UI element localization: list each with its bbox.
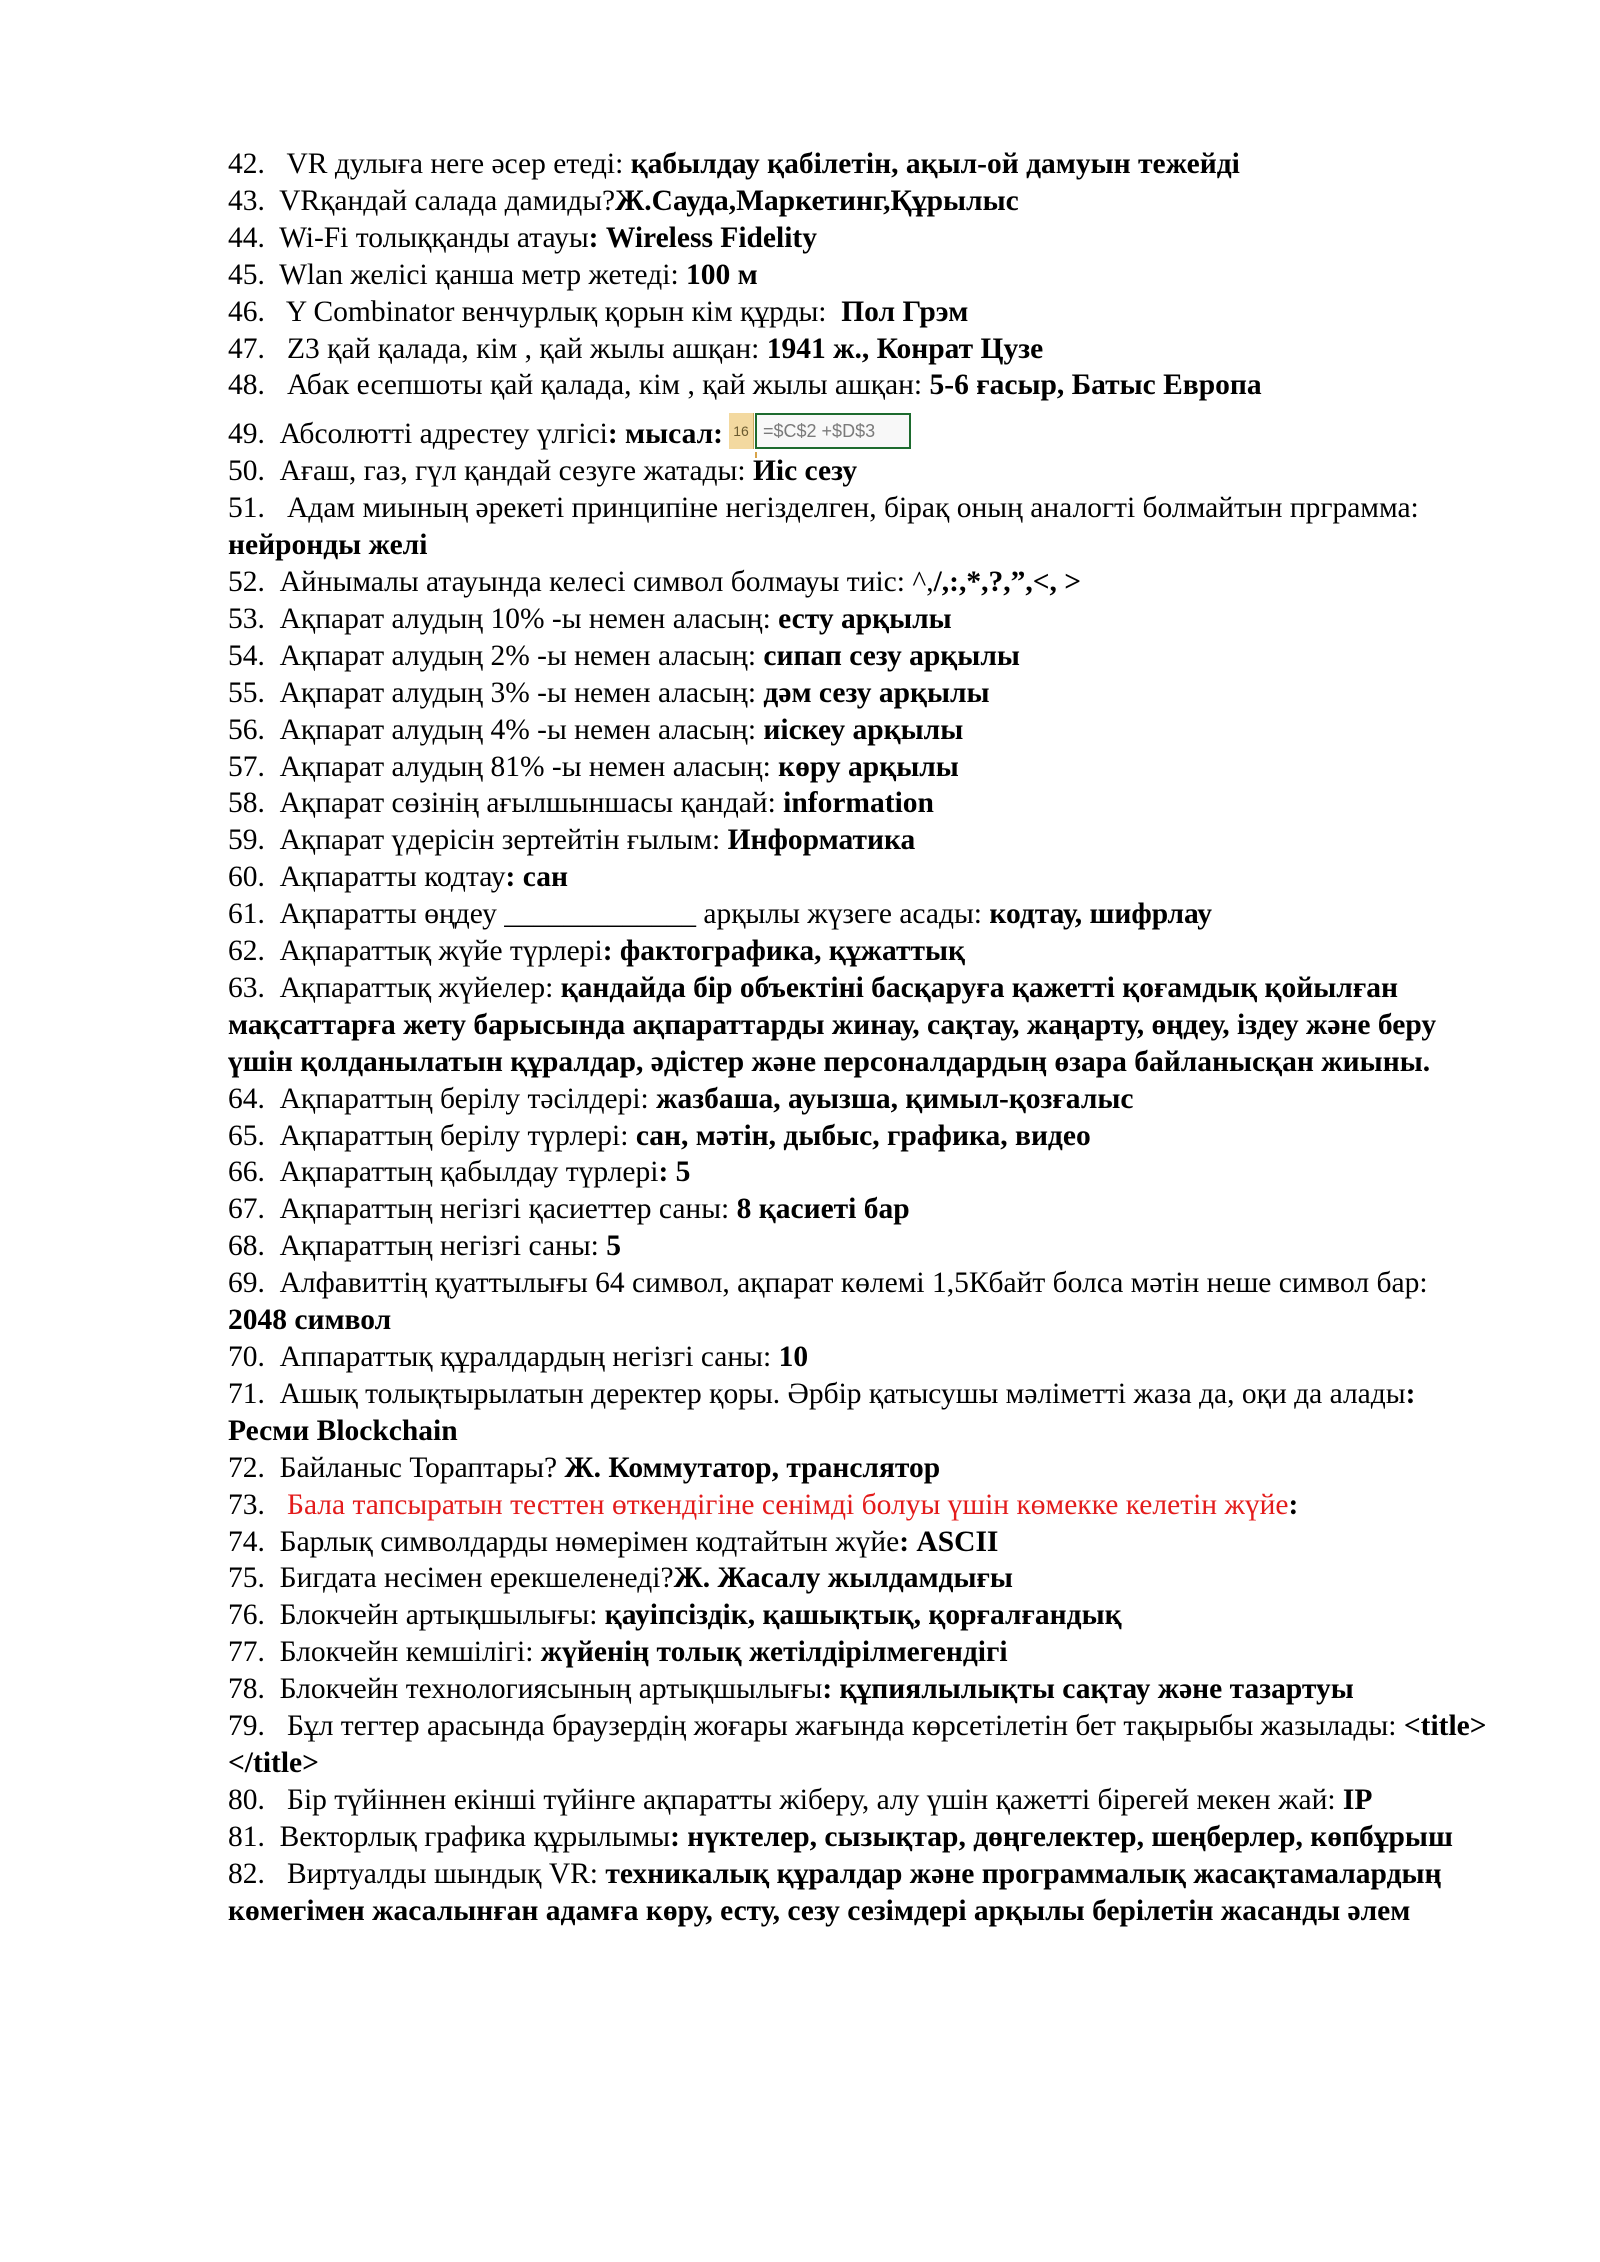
item-question: Алфавиттің қуаттылығы 64 символ, ақпарат көлемі 1,5Кбайт болса мәтін неше символ бар: (272, 1267, 1435, 1300)
item-answer: дәм сезу арқылы (763, 676, 990, 709)
item-question: Ақпараттың негізгі саны: (272, 1230, 607, 1263)
list-item (228, 294, 1488, 331)
item-number: 80. (228, 1783, 273, 1816)
list-item (228, 1560, 1488, 1597)
item-question: VRқандай салада дамиды? (272, 184, 616, 217)
list-item (228, 601, 1488, 638)
item-question: Векторлық графика құрылымы (272, 1820, 671, 1853)
list-item (228, 410, 1488, 453)
item-answer: : ASCII (899, 1525, 999, 1558)
item-number: 72. (228, 1451, 273, 1484)
item-answer: : мысал: (607, 418, 723, 451)
item-question: Бала тапсыратын тесттен өткендігіне сенімді болуы үшін көмекке келетін жүйе (272, 1488, 1289, 1521)
list-item (228, 1634, 1488, 1671)
item-question: Бигдата несімен ерекшеленеді? (272, 1562, 674, 1595)
list-item (228, 1265, 1488, 1339)
item-number: 64. (228, 1082, 273, 1115)
list-item (228, 1856, 1488, 1930)
item-question: Y Combinator венчурлық қорын кім құрды: (272, 295, 842, 328)
item-question: Ақпарат сөзінің ағылшыншасы қандай: (272, 787, 784, 820)
item-number: 71. (228, 1377, 273, 1410)
item-number: 74. (228, 1525, 273, 1558)
item-answer: сипап сезу арқылы (763, 639, 1020, 672)
list-item (228, 1487, 1488, 1524)
item-question: Ақпараттық жүйе түрлері (272, 935, 603, 968)
item-answer: : 5 (658, 1156, 691, 1189)
item-number: 75. (228, 1562, 273, 1595)
row-header: 16 (729, 413, 754, 449)
item-question: Ақпарат алудың 3% -ы немен аласың: (272, 676, 764, 709)
list-item (228, 146, 1488, 183)
item-number: 73. (228, 1488, 273, 1521)
list-item (228, 367, 1488, 404)
item-answer: нейронды желі (228, 529, 428, 562)
item-number: 48. (228, 369, 273, 402)
item-question: Адам миының әрекеті принципіне негізделген, бірақ оның аналогті болмайтын прграмма: (272, 492, 1427, 525)
item-number: 59. (228, 824, 273, 857)
item-answer: 10 (778, 1341, 809, 1373)
item-question: Wi-Fi толыққанды атауы (272, 221, 589, 254)
item-answer: : фактографика, құжаттық (602, 935, 966, 968)
item-question: Ақпарат алудың 10% -ы немен аласың: (272, 602, 779, 635)
list-item (228, 1708, 1488, 1782)
item-number: 68. (228, 1230, 273, 1263)
item-question: Ақпараттық жүйелер: (272, 971, 561, 1004)
item-number: 78. (228, 1673, 273, 1706)
list-item (228, 933, 1488, 970)
item-number: 46. (228, 295, 273, 328)
item-question: Ақпараттың қабылдау түрлері (272, 1156, 659, 1189)
item-number: 53. (228, 602, 273, 635)
item-number: 54. (228, 639, 273, 672)
item-question: Блокчейн кемшілігі: (272, 1636, 541, 1669)
list-item (228, 1597, 1488, 1634)
item-answer: қабылдау қабілетін, ақыл-ой дамуын тежейді (630, 148, 1240, 180)
item-question: Ақпараттың берілу тәсілдері: (272, 1082, 657, 1115)
list-item (228, 1339, 1488, 1376)
list-item (228, 1081, 1488, 1118)
item-number: 57. (228, 750, 273, 783)
list-item (228, 970, 1488, 1081)
item-number: 69. (228, 1267, 273, 1300)
item-answer: иіскеу арқылы (763, 713, 964, 746)
item-answer: 100 м (686, 258, 758, 291)
item-question: Байланыс Тораптары? (272, 1451, 565, 1484)
item-number: 61. (228, 898, 273, 931)
item-answer: жүйенің толық жетілдірілмегендігі (540, 1636, 1008, 1669)
spreadsheet-cell-image (729, 410, 913, 452)
item-number: 49. (228, 418, 273, 451)
item-answer: : (1288, 1488, 1299, 1521)
list-item (228, 257, 1488, 294)
item-answer: жазбаша, ауызша, қимыл-қозғалыс (656, 1082, 1134, 1115)
formula-cell: =$C$2 +$D$3 (755, 413, 911, 449)
item-number: 82. (228, 1857, 273, 1890)
item-number: 43. (228, 184, 273, 217)
item-question: Айнымалы атауында келесі символ болмауы тиіс: ^, (272, 565, 934, 598)
item-number: 76. (228, 1599, 273, 1632)
list-item (228, 712, 1488, 749)
list-item (228, 1191, 1488, 1228)
item-number: 55. (228, 676, 273, 709)
item-answer: қандайда бір объектіні басқаруға қажетті қоғамдық қойылған мақсаттарға жету барысында ақпараттарды жинау, сақтау, жаңарту, өңдеу, іздеу және беру үшін қолданылатын құралдар, әдістер және персоналдардың өзара байланысқан жиыны. (228, 971, 1437, 1078)
item-number: 66. (228, 1156, 273, 1189)
item-question: Блокчейн артықшылығы: (272, 1599, 605, 1632)
list-item (228, 564, 1488, 601)
item-answer: техникалық құралдар және программалық жасақтамалардың көмегімен жасалынған адамға көру, есту, сезу сезімдері арқылы берілетін жасанды әлем (228, 1857, 1442, 1927)
item-answer: 5-6 ғасыр, Батыс Европа (929, 369, 1262, 402)
list-item (228, 638, 1488, 675)
item-number: 81. (228, 1820, 273, 1853)
item-answer: Ж.Сауда,Маркетинг,Құрылыс (615, 184, 1019, 217)
list-item (228, 490, 1488, 564)
list-item (228, 1671, 1488, 1708)
item-question: Ақпараттың берілу түрлері: (272, 1119, 636, 1152)
item-number: 51. (228, 492, 273, 525)
item-answer: сан, мәтін, дыбыс, графика, видео (635, 1119, 1091, 1152)
item-question: Ақпарат алудың 4% -ы немен аласың: (272, 713, 764, 746)
item-answer: 1941 ж., Конрат Цузе (766, 332, 1044, 365)
item-question: Абак есепшоты қай қалада, кім , қай жылы ашқан: (272, 369, 930, 402)
document-page (228, 146, 1488, 1930)
item-number: 60. (228, 861, 273, 894)
item-number: 42. (228, 148, 273, 180)
list-item (228, 896, 1488, 933)
list-item (228, 1450, 1488, 1487)
list-item (228, 859, 1488, 896)
item-question: Ақпараттың негізгі қасиеттер саны: (272, 1193, 737, 1226)
list-item (228, 1819, 1488, 1856)
list-item (228, 1524, 1488, 1561)
list-item (228, 822, 1488, 859)
item-answer: Ж. Жасалу жылдамдығы (673, 1562, 1013, 1595)
list-item (228, 1154, 1488, 1191)
item-answer: : Ресми Blockchain (228, 1377, 1416, 1447)
item-question: Ашық толықтырылатын деректер қоры. Әрбір қатысушы мәліметті жаза да, оқи да алады (272, 1377, 1406, 1410)
list-item (228, 1782, 1488, 1819)
item-answer: Ж. Коммутатор, транслятор (564, 1451, 941, 1484)
item-question: Ақпарат алудың 81% -ы немен аласың: (272, 750, 779, 783)
item-answer: Иіс сезу (752, 455, 858, 488)
item-answer: қауіпсіздік, қашықтық, қорғалғандық (604, 1599, 1122, 1632)
item-answer: 5 (606, 1230, 621, 1263)
item-question: Виртуалды шындық VR: (272, 1857, 606, 1890)
item-number: 56. (228, 713, 273, 746)
item-answer: information (783, 787, 934, 820)
list-item (228, 1118, 1488, 1155)
item-question: Бір түйіннен екінші түйінге ақпаратты жіберу, алу үшін қажетті бірегей мекен жай: (272, 1783, 1343, 1816)
item-question: Wlan желісі қанша метр жетеді: (272, 258, 687, 291)
list-item (228, 331, 1488, 368)
list-item (228, 1228, 1488, 1265)
item-number: 45. (228, 258, 273, 291)
list-item (228, 183, 1488, 220)
item-question: Абсолютті адрестеу үлгісі (272, 418, 608, 451)
item-number: 70. (228, 1341, 273, 1373)
item-question: Бұл тегтер арасында браузердің жоғары жағында көрсетілетін бет тақырыбы жазылады: (272, 1710, 1404, 1743)
item-answer: : сан (505, 861, 568, 894)
item-number: 52. (228, 565, 273, 598)
item-number: 65. (228, 1119, 273, 1152)
item-number: 79. (228, 1710, 273, 1743)
item-answer: : құпиялылықты сақтау және тазартуы (822, 1673, 1354, 1706)
list-item (228, 453, 1488, 490)
item-answer: Информатика (727, 824, 916, 857)
item-question: Блокчейн технологиясының артықшылығы (272, 1673, 823, 1706)
item-answer: 8 қасиеті бар (736, 1193, 910, 1226)
item-answer: /,:,*,?,”,<, > (933, 565, 1082, 598)
list-item (228, 785, 1488, 822)
item-question: Z3 қай қалада, кім , қай жылы ашқан: (272, 332, 767, 365)
item-answer: кодтау, шифрлау (989, 898, 1212, 931)
item-question: Ақпаратты өңдеу _____________ арқылы жүзеге асады: (272, 898, 990, 931)
item-number: 44. (228, 221, 273, 254)
item-number: 47. (228, 332, 273, 365)
item-number: 77. (228, 1636, 273, 1669)
item-question: Ақпарат алудың 2% -ы немен аласың: (272, 639, 764, 672)
item-question: Ағаш, газ, гүл қандай сезуге жатады: (272, 455, 753, 488)
item-number: 50. (228, 455, 273, 488)
item-answer: есту арқылы (778, 602, 952, 635)
item-number: 62. (228, 935, 273, 968)
item-answer: көру арқылы (778, 750, 959, 783)
item-answer: IP (1342, 1783, 1373, 1816)
list-item (228, 675, 1488, 712)
item-answer: Пол Грэм (841, 295, 969, 328)
item-answer: : нүктелер, сызықтар, дөңгелектер, шеңберлер, көпбұрыш (670, 1820, 1453, 1853)
list-item (228, 1376, 1488, 1450)
item-question: Ақпарат үдерісін зертейтін ғылым: (272, 824, 728, 857)
item-answer: : Wireless Fidelity (588, 221, 817, 254)
item-number: 58. (228, 787, 273, 820)
item-question: Ақпаратты кодтау (272, 861, 506, 894)
item-number: 63. (228, 971, 273, 1004)
item-answer: 2048 символ (228, 1304, 392, 1337)
item-number: 67. (228, 1193, 273, 1226)
item-question: VR дулыға неге әсер етеді: (272, 148, 631, 180)
item-answer: <title></title> (228, 1710, 1487, 1779)
list-item (228, 220, 1488, 257)
item-question: Аппараттық құралдардың негізгі саны: (272, 1341, 779, 1373)
list-item (228, 749, 1488, 786)
item-question: Барлық символдарды нөмерімен кодтайтын жүйе (272, 1525, 900, 1558)
